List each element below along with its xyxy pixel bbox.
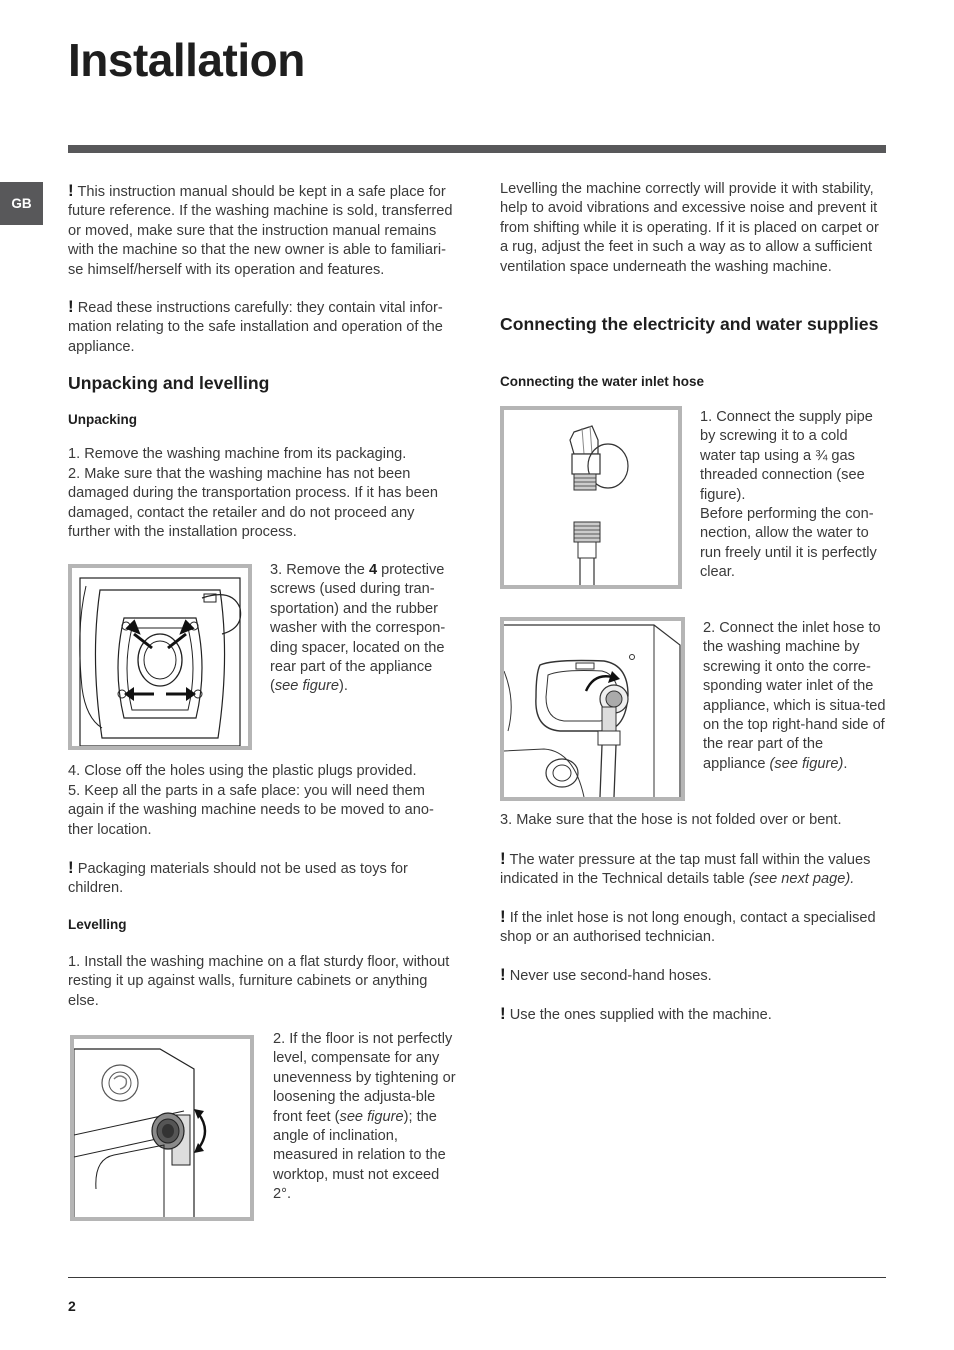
warning-mark: !	[500, 907, 506, 926]
levelling-subheading: Levelling	[68, 917, 127, 932]
inlet-step-2-text: 2. Connect the inlet hose to the washing machine by screwing it onto the corre-sponding water inlet of the appliance, which is situa-ted on the top right-hand side of the rear part of the appliance	[703, 620, 886, 772]
intro-text-2: Read these instructions carefully: they contain vital infor-mation relating to the safe installation and operation of the appliance.	[68, 300, 443, 355]
rear-screws-figure	[68, 564, 252, 750]
page-title: Installation	[68, 34, 305, 86]
inlet-step-2-end: .	[843, 755, 848, 772]
packaging-warning-text: Packaging materials should not be used as toys for children.	[68, 861, 408, 897]
unpacking-levelling-heading: Unpacking and levelling	[68, 373, 270, 393]
warning-mark: !	[68, 181, 74, 200]
pressure-warning-text: The water pressure at the tap must fall within the values indicated in the Technical details table	[500, 852, 871, 888]
inlet-hose-subheading: Connecting the water inlet hose	[500, 374, 705, 389]
warning-mark: !	[68, 858, 74, 877]
supplied-hoses-warning-text: Use the ones supplied with the machine.	[509, 1007, 772, 1023]
figure-reference: see figure	[339, 1108, 404, 1125]
unpacking-subheading: Unpacking	[68, 412, 138, 427]
levelling-step-1: 1. Install the washing machine on a flat sturdy floor, without resting it up against walls, furniture cabinets or anything else.	[68, 954, 450, 1009]
step-3-text-c: ).	[338, 678, 348, 695]
unpacking-step-1: 1. Remove the washing machine from its packaging.	[68, 446, 407, 462]
pressure-warning	[500, 849, 888, 890]
connecting-heading: Connecting the electricity and water supplies	[500, 314, 879, 334]
warning-mark: !	[500, 849, 506, 868]
supplied-hoses-warning	[500, 1004, 888, 1025]
rear-panel-illustration	[72, 568, 248, 746]
second-hand-warning	[500, 965, 888, 986]
inlet-step-2	[703, 619, 887, 774]
unpacking-step-3	[270, 561, 456, 697]
screw-count: 4	[368, 562, 378, 578]
step-3-text-b: protective screws (used during tran-sportation) and the rubber washer with the correspon-ding spacer, located on the rear part of the appliance (	[270, 562, 446, 695]
hose-length-warning-text: If the inlet hose is not long enough, contact a specialised shop or an authorised technician.	[500, 910, 876, 946]
figure-reference: (see figure)	[769, 755, 844, 772]
levelling-step-2	[273, 1030, 459, 1205]
inlet-step-1-note: Before performing the con-nection, allow the water to run freely until it is perfectly clear.	[700, 506, 877, 581]
warning-mark: !	[500, 965, 506, 984]
adjustable-feet-figure	[70, 1035, 254, 1221]
feet-illustration	[74, 1039, 250, 1217]
header-rule	[68, 145, 886, 153]
intro-paragraph-1	[68, 181, 456, 280]
figure-reference: see figure	[274, 678, 339, 695]
unpacking-step-5: 5. Keep all the parts in a safe place: you will need them again if the washing machine needs to be moved to ano-ther location.	[68, 783, 434, 838]
tap-illustration	[504, 410, 678, 585]
inlet-illustration	[504, 621, 681, 797]
inlet-step-3: 3. Make sure that the hose is not folded over or bent.	[500, 812, 842, 828]
inlet-connection-figure	[500, 617, 685, 801]
unpacking-step-4: 4. Close off the holes using the plastic plugs provided.	[68, 763, 417, 779]
page-number: 2	[68, 1298, 76, 1314]
footer-rule	[68, 1277, 886, 1278]
intro-text-1: This instruction manual should be kept in a safe place for future reference. If the washing machine is sold, transferred or moved, make sure that the instruction manual remains with the machine so that the new owner is able to familiari-se himself/herself with its operation and features.	[68, 184, 453, 278]
levelling-step-2-text-b: ); the angle of inclination, measured in relation to the worktop, must not exceed 2°.	[273, 1108, 446, 1203]
inlet-step-1-text: 1. Connect the supply pipe by screwing it to a cold water tap using a ¾ gas threaded connection (see figure).	[700, 409, 873, 503]
packaging-warning	[68, 858, 456, 899]
warning-mark: !	[500, 1004, 506, 1023]
warning-mark: !	[68, 297, 74, 316]
second-hand-warning-text: Never use second-hand hoses.	[509, 968, 712, 984]
intro-paragraph-2	[68, 297, 456, 357]
hose-length-warning	[500, 907, 888, 948]
next-page-reference: (see next page).	[748, 871, 855, 888]
water-tap-figure	[500, 406, 682, 589]
levelling-note: Levelling the machine correctly will provide it with stability, help to avoid vibrations and excessive noise and prevent it from shifting while it is operating. If it is placed on carpet or a rug, adjust the feet in such a way as to allow a sufficient ventilation space underneath the washing machine.	[500, 181, 879, 275]
unpacking-step-2: 2. Make sure that the washing machine has not been damaged during the transportation process. If it has been damaged, contact the retailer and do not proceed any further with the installation process.	[68, 466, 438, 541]
levelling-step-2-text-a: 2. If the floor is not perfectly level, compensate for any unevenness by tightening or loosening the adjusta-ble front feet (	[273, 1031, 456, 1125]
language-tab: GB	[0, 182, 43, 225]
step-3-text-a: 3. Remove the	[270, 562, 369, 578]
inlet-step-1	[700, 408, 886, 583]
